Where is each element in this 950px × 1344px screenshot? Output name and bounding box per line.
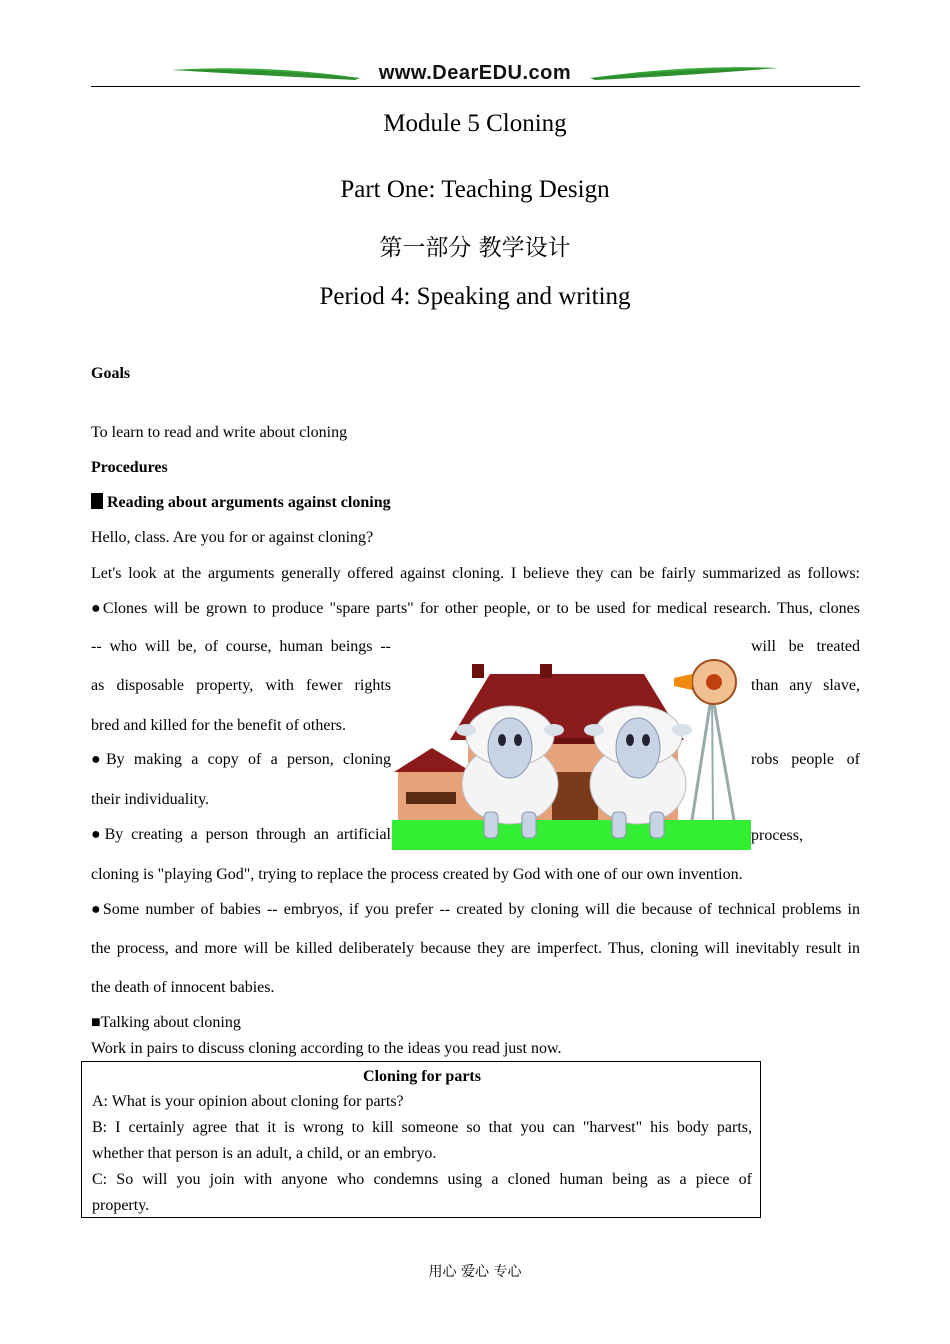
bullet-1-line-3-right: than any slave, xyxy=(751,677,860,694)
dialog-line-b-2: whether that person is an adult, a child, or an embryo. xyxy=(92,1145,437,1162)
dialog-line-c-2: property. xyxy=(92,1197,150,1214)
dialog-title: Cloning for parts xyxy=(363,1068,481,1085)
section-reading-label: Reading about arguments against cloning xyxy=(107,494,391,511)
dialog-line-a: A: What is your opinion about cloning for parts? xyxy=(92,1093,404,1110)
period-title: Period 4: Speaking and writing xyxy=(319,283,631,310)
bullet-1-line-2-right: will be treated xyxy=(751,638,860,655)
part-title-chinese: 第一部分 教学设计 xyxy=(379,235,571,261)
header-rule xyxy=(91,86,860,87)
bullet-3-line-1-right: process, xyxy=(751,827,803,844)
bullet-1-line-2-left: -- who will be, of course, human beings -- xyxy=(91,638,391,655)
greeting-text: Hello, class. Are you for or against cloning? xyxy=(91,529,374,546)
bullet-4-line-3: the death of innocent babies. xyxy=(91,979,275,996)
dialog-box xyxy=(81,1061,761,1218)
bullet-4-line-2: the process, and more will be killed deliberately because they are imperfect. Thus, cloning will inevitably result in xyxy=(91,940,860,957)
bullet-2-line-2: their individuality. xyxy=(91,791,210,808)
section-reading-heading xyxy=(91,493,860,513)
goals-heading: Goals xyxy=(91,365,131,382)
goals-text: To learn to read and write about cloning xyxy=(91,424,348,441)
section-talking-heading: ■Talking about cloning xyxy=(91,1014,241,1031)
cloned-sheep-farm-illustration xyxy=(392,652,751,850)
bullet-3-line-2: cloning is "playing God", trying to replace the process created by God with one of our own invention. xyxy=(91,866,743,883)
part-title: Part One: Teaching Design xyxy=(340,176,610,203)
intro-text: Let's look at the arguments generally offered against cloning. I believe they can be fairly summarized as follows: xyxy=(91,565,860,582)
bullet-1-line-1: ●Clones will be grown to produce "spare parts" for other people, or to be used for medical research. Thus, clones xyxy=(91,600,860,617)
dialog-line-c-1: C: So will you join with anyone who condemns using a cloned human being as a piece of xyxy=(92,1171,752,1188)
bullet-1-line-4: bred and killed for the benefit of others. xyxy=(91,717,347,734)
footer-text: 用心 爱心 专心 xyxy=(428,1264,522,1280)
module-title: Module 5 Cloning xyxy=(383,110,567,137)
bullet-3-line-1-left: ●By creating a person through an artificial xyxy=(91,826,391,843)
bullet-4-line-1: ●Some number of babies -- embryos, if you prefer -- created by cloning will die because of technical problems in xyxy=(91,901,860,918)
dialog-line-b-1: B: I certainly agree that it is wrong to kill someone so that you can "harvest" his body parts, xyxy=(92,1119,752,1136)
procedures-heading: Procedures xyxy=(91,459,168,476)
site-logo xyxy=(170,62,780,88)
bullet-1-line-3-left: as disposable property, with fewer rights xyxy=(91,677,391,694)
square-bullet-icon xyxy=(91,493,103,509)
section-talking-intro: Work in pairs to discuss cloning according to the ideas you read just now. xyxy=(91,1040,562,1057)
bullet-2-line-1-left: ●By making a copy of a person, cloning xyxy=(91,751,391,768)
bullet-2-line-1-right: robs people of xyxy=(751,751,860,768)
logo-text: www.DearEDU.com xyxy=(378,62,572,84)
